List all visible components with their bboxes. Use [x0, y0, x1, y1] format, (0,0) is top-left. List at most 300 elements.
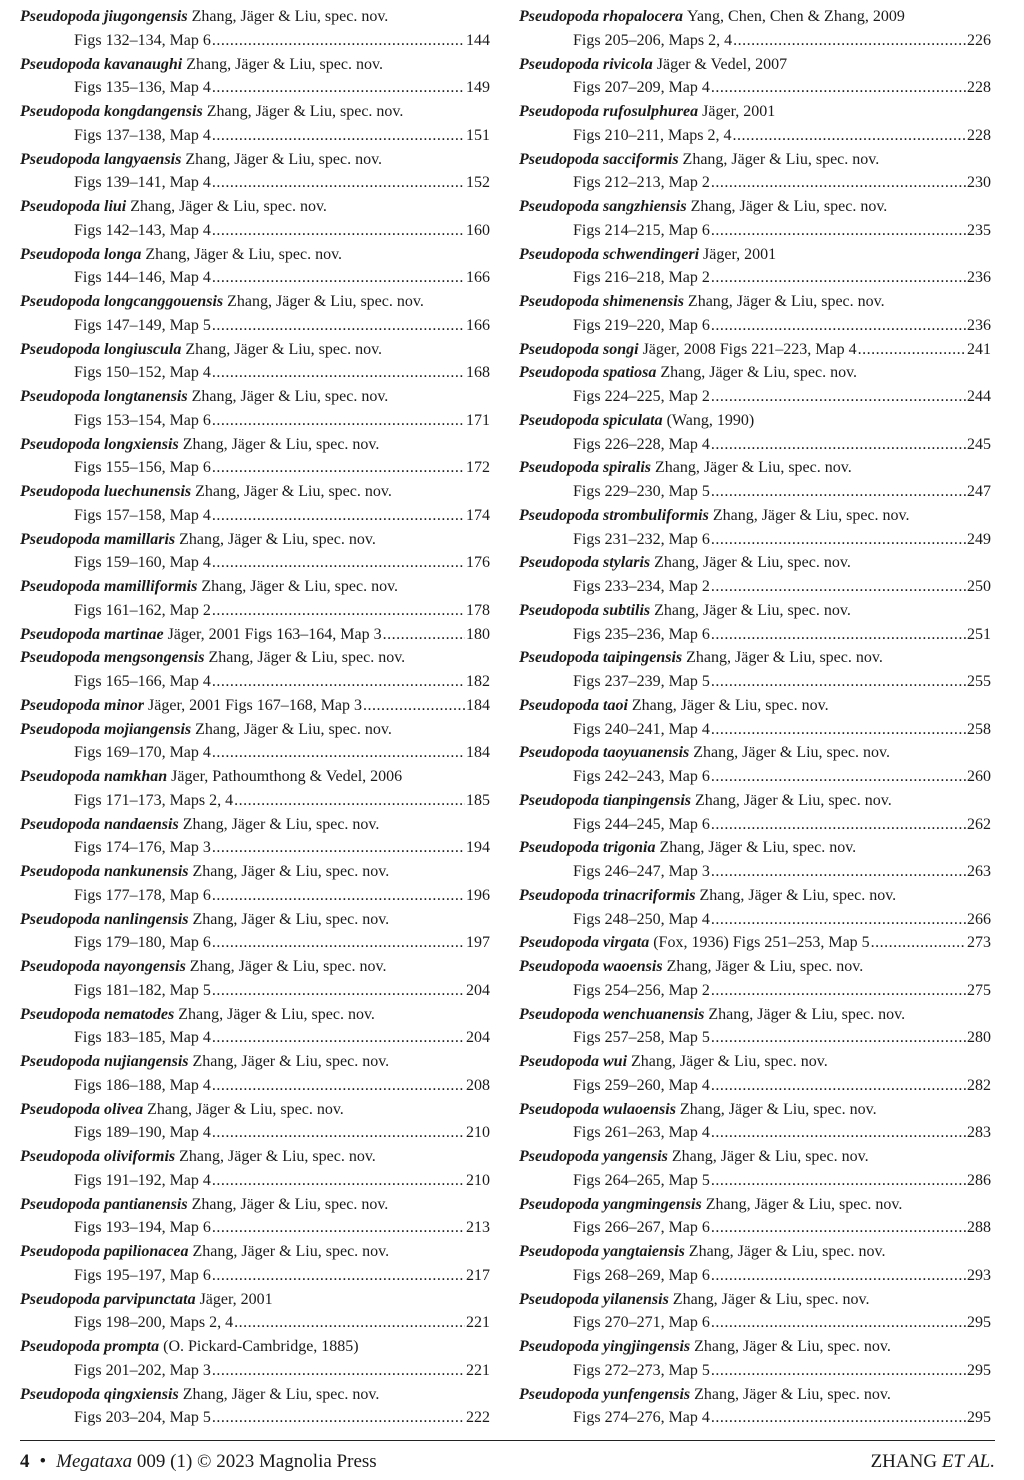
species-author: Zhang, Jäger & Liu, spec. nov.	[227, 293, 424, 310]
dot-leader	[212, 1026, 465, 1050]
species-author: Zhang, Jäger & Liu, spec. nov.	[688, 1243, 886, 1260]
species-name: Pseudopoda nankunensis	[20, 863, 189, 880]
dot-leader	[212, 551, 465, 575]
authors-etal: ET AL.	[941, 1451, 995, 1472]
page-ref: 247	[967, 483, 991, 500]
index-entry	[519, 5, 991, 53]
dot-leader	[212, 1074, 465, 1098]
entry-line-1	[519, 741, 991, 765]
species-name: Pseudopoda strombuliformis	[519, 506, 709, 524]
dot-leader	[212, 456, 465, 480]
species-author: Zhang, Jäger & Liu, spec. nov.	[631, 1053, 828, 1070]
figure-map-reference: Figs 226–228, Map 4	[573, 435, 710, 453]
entry-line-1	[20, 385, 490, 409]
dot-leader	[711, 908, 966, 932]
index-entry	[519, 504, 991, 552]
page-ref: 184	[466, 744, 490, 762]
entry-line-1	[519, 1240, 991, 1264]
figure-map-reference: Figs 169–170, Map 4	[74, 744, 211, 762]
species-author: (O. Pickard-Cambridge, 1885)	[163, 1338, 359, 1355]
species-name: Pseudopoda mamillaris	[20, 530, 176, 548]
index-entry	[20, 385, 490, 433]
page-ref: 236	[967, 269, 991, 287]
figure-map-reference: Figs 186–188, Map 4	[74, 1076, 211, 1094]
entry-line-1	[519, 1193, 991, 1217]
index-entry	[519, 789, 991, 837]
entry-line-1	[20, 1335, 490, 1359]
figure-map-reference: Figs 137–138, Map 4	[74, 126, 211, 144]
entry-line-2	[519, 385, 991, 409]
index-entry	[20, 528, 490, 576]
dot-leader	[212, 599, 465, 623]
figure-map-reference: Figs 203–204, Map 5	[74, 1409, 211, 1427]
species-name: Pseudopoda rivicola	[519, 55, 653, 73]
page-ref: 178	[466, 601, 490, 619]
entry-line-1	[20, 433, 490, 457]
entry-line-1	[519, 361, 991, 385]
entry-line-1	[519, 290, 991, 314]
species-author: Zhang, Jäger & Liu, spec. nov.	[687, 293, 885, 310]
dot-leader	[212, 219, 465, 243]
page-ref: 288	[967, 1219, 991, 1237]
page-ref: 166	[466, 269, 490, 287]
entry-line-2	[20, 171, 490, 195]
species-author: Zhang, Jäger & Liu, spec. nov.	[179, 1148, 376, 1165]
entry-line-2	[519, 219, 991, 243]
species-name: Pseudopoda mengsongensis	[20, 649, 205, 667]
species-author: Zhang, Jäger & Liu, spec. nov.	[708, 1005, 906, 1023]
page-ref: 213	[466, 1219, 490, 1237]
figure-map-reference: Figs 210–211, Maps 2, 4	[573, 126, 732, 144]
species-author: Jäger, 2001 Figs 167–168, Map 3	[148, 696, 363, 714]
entry-line-1	[519, 599, 991, 623]
entry-line-2	[20, 1026, 490, 1050]
species-author: Zhang, Jäger & Liu, spec. nov.	[655, 459, 852, 477]
dot-leader	[711, 1216, 966, 1240]
species-name: Pseudopoda virgata	[519, 934, 650, 952]
species-author: Zhang, Jäger & Liu, spec. nov.	[206, 103, 404, 120]
dot-leader	[711, 266, 966, 290]
species-name: Pseudopoda songi	[519, 340, 639, 358]
figure-map-reference: Figs 198–200, Maps 2, 4	[74, 1314, 234, 1332]
page-ref: 194	[466, 839, 490, 857]
index-entry	[20, 908, 490, 956]
dot-leader	[212, 124, 465, 148]
species-author: Zhang, Jäger & Liu, spec. nov.	[694, 1385, 891, 1403]
entry-line-1	[519, 409, 991, 433]
index-entry	[20, 1098, 490, 1146]
index-entry	[519, 884, 991, 932]
species-author: Zhang, Jäger & Liu, spec. nov.	[147, 1100, 344, 1118]
entry-line-2	[20, 1121, 490, 1145]
entry-line-2	[519, 1406, 991, 1430]
entry-line-1	[20, 53, 490, 77]
entry-line-1	[519, 243, 991, 267]
index-entry	[20, 1288, 490, 1336]
entry-line-1	[519, 504, 991, 528]
page-ref: 196	[466, 886, 490, 904]
index-entry	[519, 290, 991, 338]
entry-line-2	[20, 551, 490, 575]
dot-leader	[711, 718, 966, 742]
page-ref: 230	[967, 174, 991, 192]
page-ref: 283	[967, 1124, 991, 1142]
species-author: Zhang, Jäger & Liu, spec. nov.	[705, 1195, 903, 1213]
species-name: Pseudopoda taoyuanensis	[519, 744, 690, 762]
entry-line-2	[519, 76, 991, 100]
entry-line-1	[20, 528, 490, 552]
entry-line-1	[20, 5, 490, 29]
species-name: Pseudopoda nanlingensis	[20, 910, 189, 928]
entry-line-2	[519, 765, 991, 789]
dot-leader	[733, 124, 966, 148]
entry-line-2	[519, 860, 991, 884]
page-ref: 221	[466, 1314, 490, 1332]
species-author: Zhang, Jäger & Liu, spec. nov.	[195, 483, 392, 500]
dot-leader	[711, 1169, 966, 1193]
entry-line-1	[519, 694, 991, 718]
entry-line-1	[519, 955, 991, 979]
entry-line-2	[20, 29, 490, 53]
species-author: Zhang, Jäger & Liu, spec. nov.	[191, 1195, 389, 1213]
page-ref: 295	[967, 1409, 991, 1427]
entry-line-2	[519, 1169, 991, 1193]
figure-map-reference: Figs 201–202, Map 3	[74, 1361, 211, 1379]
species-name: Pseudopoda kavanaughi	[20, 55, 183, 73]
figure-map-reference: Figs 189–190, Map 4	[74, 1124, 211, 1142]
species-author: Jäger, 2008 Figs 221–223, Map 4	[642, 340, 857, 358]
dot-leader	[871, 931, 966, 955]
page-ref: 245	[967, 435, 991, 453]
species-author: Zhang, Jäger & Liu, spec. nov.	[145, 245, 343, 263]
dot-leader	[711, 979, 966, 1003]
page-ref: 149	[466, 79, 490, 97]
species-author: Zhang, Jäger & Liu, spec. nov.	[191, 8, 389, 25]
species-author: Zhang, Jäger & Liu, spec. nov.	[208, 649, 406, 667]
figure-map-reference: Figs 174–176, Map 3	[74, 839, 211, 857]
page-ref: 160	[466, 221, 490, 239]
entry-line-1	[519, 456, 991, 480]
entry-line-2	[20, 1264, 490, 1288]
entry-line-2	[519, 480, 991, 504]
entry-line-1	[20, 813, 490, 837]
species-author: Jäger, 2001 Figs 163–164, Map 3	[167, 625, 382, 643]
dot-leader	[212, 884, 465, 908]
entry-line-1	[20, 1145, 490, 1169]
entry-line-1	[20, 338, 490, 362]
entry-line-2	[519, 908, 991, 932]
index-entry	[519, 931, 991, 955]
species-author: Zhang, Jäger & Liu, spec. nov.	[659, 839, 857, 857]
dot-leader	[711, 528, 966, 552]
entry-line-1	[519, 1383, 991, 1407]
species-author: Zhang, Jäger & Liu, spec. nov.	[195, 720, 392, 738]
figure-map-reference: Figs 264–265, Map 5	[573, 1171, 710, 1189]
entry-line-2	[20, 504, 490, 528]
index-entry	[519, 195, 991, 243]
page-ref: 273	[967, 934, 991, 952]
index-entry	[20, 480, 490, 528]
page-ref: 293	[967, 1266, 991, 1284]
figure-map-reference: Figs 248–250, Map 4	[573, 910, 710, 928]
dot-leader	[711, 1264, 966, 1288]
species-author: Zhang, Jäger & Liu, spec. nov.	[182, 1385, 380, 1403]
entry-line-1	[519, 53, 991, 77]
species-name: Pseudopoda spatiosa	[519, 364, 657, 382]
dot-leader	[711, 76, 966, 100]
species-name: Pseudopoda langyaensis	[20, 150, 182, 168]
entry-line-2	[20, 1169, 490, 1193]
dot-leader	[212, 979, 465, 1003]
page-ref: 258	[967, 720, 991, 738]
entry-line-2	[519, 1216, 991, 1240]
species-author: Zhang, Jäger & Liu, spec. nov.	[182, 435, 380, 453]
index-entry	[519, 955, 991, 1003]
index-entry	[20, 433, 490, 481]
species-name: Pseudopoda rufosulphurea	[519, 103, 699, 120]
entry-line-1	[20, 1098, 490, 1122]
dot-leader	[711, 670, 966, 694]
index-entry	[20, 53, 490, 101]
page-ref: 210	[466, 1124, 490, 1142]
entry-line-2	[519, 575, 991, 599]
page-ref: 208	[466, 1076, 490, 1094]
figure-map-reference: Figs 257–258, Map 5	[573, 1029, 710, 1047]
dot-leader	[212, 361, 465, 385]
species-author: Jäger, 2001	[199, 1290, 273, 1308]
entry-line-1	[20, 575, 490, 599]
figure-map-reference: Figs 216–218, Map 2	[573, 269, 710, 287]
figure-map-reference: Figs 235–236, Map 6	[573, 625, 710, 643]
dot-leader	[711, 433, 966, 457]
species-name: Pseudopoda minor	[20, 696, 145, 714]
index-entry	[519, 741, 991, 789]
entry-line-1	[20, 1193, 490, 1217]
species-name: Pseudopoda wui	[519, 1053, 628, 1070]
species-author: (Fox, 1936) Figs 251–253, Map 5	[653, 934, 870, 952]
index-entry	[20, 646, 490, 694]
page-ref: 286	[967, 1171, 991, 1189]
page-ref: 168	[466, 364, 490, 382]
species-author: Zhang, Jäger & Liu, spec. nov.	[712, 506, 910, 524]
species-name: Pseudopoda sangzhiensis	[519, 198, 687, 215]
index-entry	[20, 1335, 490, 1383]
authors-surname: ZHANG	[870, 1451, 938, 1472]
index-entry	[519, 1193, 991, 1241]
figure-map-reference: Figs 139–141, Map 4	[74, 174, 211, 192]
index-entry	[519, 599, 991, 647]
entry-line-2	[519, 1264, 991, 1288]
species-name: Pseudopoda qingxiensis	[20, 1385, 179, 1403]
species-name: Pseudopoda olivea	[20, 1100, 144, 1118]
species-author: Zhang, Jäger & Liu, spec. nov.	[695, 791, 892, 809]
species-name: Pseudopoda subtilis	[519, 601, 651, 619]
species-name: Pseudopoda yangmingensis	[519, 1195, 702, 1213]
figure-map-reference: Figs 272–273, Map 5	[573, 1361, 710, 1379]
entry-line-1	[519, 836, 991, 860]
dot-leader	[234, 789, 465, 813]
entry-line-2	[20, 1074, 490, 1098]
dot-leader	[711, 623, 966, 647]
dot-leader	[212, 836, 465, 860]
dot-leader	[858, 338, 966, 362]
page-ref: 176	[466, 554, 490, 572]
figure-map-reference: Figs 229–230, Map 5	[573, 483, 710, 500]
species-name: Pseudopoda yangensis	[519, 1148, 668, 1165]
entry-line-2	[20, 266, 490, 290]
entry-line-1	[519, 646, 991, 670]
dot-leader	[212, 409, 465, 433]
index-entry	[20, 955, 490, 1003]
species-author: Zhang, Jäger & Liu, spec. nov.	[699, 886, 897, 904]
species-author: Jäger, 2001	[703, 245, 777, 263]
entry-line-2	[519, 1311, 991, 1335]
entry-line-2	[519, 813, 991, 837]
page-ref: 275	[967, 981, 991, 999]
entry-line-1	[20, 1288, 490, 1312]
entry-line-2	[519, 124, 991, 148]
page-ref: 236	[967, 316, 991, 334]
index-entry	[20, 1003, 490, 1051]
page-ref: 228	[967, 79, 991, 97]
entry-line-1	[20, 718, 490, 742]
index-entry	[20, 1145, 490, 1193]
dot-leader	[733, 29, 966, 53]
entry-line-1	[20, 694, 490, 718]
species-author: Zhang, Jäger & Liu, spec. nov.	[682, 150, 880, 168]
species-name: Pseudopoda shimenensis	[519, 293, 684, 310]
species-name: Pseudopoda spiculata	[519, 411, 663, 429]
figure-map-reference: Figs 147–149, Map 5	[74, 316, 211, 334]
entry-line-2	[519, 528, 991, 552]
species-name: Pseudopoda waoensis	[519, 958, 663, 975]
page-ref: 144	[466, 31, 490, 49]
dot-leader	[212, 1216, 465, 1240]
page-ref: 260	[967, 768, 991, 785]
species-name: Pseudopoda yingjingensis	[519, 1338, 691, 1355]
entry-line-1	[20, 860, 490, 884]
figure-map-reference: Figs 150–152, Map 4	[74, 364, 211, 382]
dot-leader	[212, 931, 465, 955]
dot-leader	[212, 1359, 465, 1383]
index-column-left	[20, 5, 490, 1430]
index-entry	[519, 646, 991, 694]
page-ref: 282	[967, 1076, 991, 1094]
page-ref: 172	[466, 459, 490, 477]
index-entry	[519, 338, 991, 362]
species-author: Zhang, Jäger & Liu, spec. nov.	[631, 696, 829, 714]
figure-map-reference: Figs 135–136, Map 4	[74, 79, 211, 97]
index-entry	[519, 1050, 991, 1098]
dot-leader	[711, 1026, 966, 1050]
entry-line-1	[20, 1003, 490, 1027]
dot-leader	[711, 813, 966, 837]
entry-line-2	[20, 884, 490, 908]
index-entry	[20, 148, 490, 196]
entry-line-1	[519, 100, 991, 124]
species-name: Pseudopoda schwendingeri	[519, 245, 700, 263]
index-entry	[519, 100, 991, 148]
figure-map-reference: Figs 214–215, Map 6	[573, 221, 710, 239]
figure-map-reference: Figs 142–143, Map 4	[74, 221, 211, 239]
species-name: Pseudopoda parvipunctata	[20, 1290, 196, 1308]
entry-line-1	[519, 1098, 991, 1122]
page-ref: 295	[967, 1314, 991, 1332]
page-ref: 251	[967, 625, 991, 643]
figure-map-reference: Figs 244–245, Map 6	[573, 815, 710, 833]
species-name: Pseudopoda mamilliformis	[20, 578, 198, 595]
species-author: Zhang, Jäger & Liu, spec. nov.	[182, 815, 380, 833]
species-author: Zhang, Jäger & Liu, spec. nov.	[654, 554, 851, 572]
figure-map-reference: Figs 242–243, Map 6	[573, 768, 710, 785]
species-author: Zhang, Jäger & Liu, spec. nov.	[186, 55, 383, 73]
dot-leader	[212, 1169, 465, 1193]
species-author: Zhang, Jäger & Liu, spec. nov.	[185, 340, 383, 358]
entry-line-2	[519, 1026, 991, 1050]
page-ref: 166	[466, 316, 490, 334]
index-entry	[20, 813, 490, 861]
entry-line-1	[20, 100, 490, 124]
index-entry	[20, 338, 490, 386]
index-entry	[519, 551, 991, 599]
entry-line-1	[519, 195, 991, 219]
entry-line-2	[20, 361, 490, 385]
dot-leader	[711, 1406, 966, 1430]
figure-map-reference: Figs 195–197, Map 6	[74, 1266, 211, 1284]
page-ref: 222	[466, 1409, 490, 1427]
entry-line-1	[519, 1003, 991, 1027]
index-entry	[519, 1003, 991, 1051]
species-name: Pseudopoda jiugongensis	[20, 8, 188, 25]
entry-line-2	[519, 314, 991, 338]
entry-line-1	[20, 623, 490, 647]
species-author: (Wang, 1990)	[666, 411, 755, 429]
species-name: Pseudopoda rhopalocera	[519, 8, 683, 25]
entry-line-2	[519, 1074, 991, 1098]
entry-line-1	[20, 908, 490, 932]
entry-line-2	[519, 266, 991, 290]
figure-map-reference: Figs 193–194, Map 6	[74, 1219, 211, 1237]
species-name: Pseudopoda longxiensis	[20, 435, 179, 453]
page-ref: 266	[967, 910, 991, 928]
species-author: Zhang, Jäger & Liu, spec. nov.	[192, 1243, 390, 1260]
entry-line-1	[519, 1288, 991, 1312]
entry-line-1	[20, 1240, 490, 1264]
species-name: Pseudopoda trinacriformis	[519, 886, 696, 904]
index-entry	[519, 361, 991, 409]
figure-map-reference: Figs 219–220, Map 6	[573, 316, 710, 334]
dot-leader	[711, 1074, 966, 1098]
species-name: Pseudopoda longa	[20, 245, 142, 263]
page-ref: 244	[967, 388, 991, 405]
dot-leader	[711, 219, 966, 243]
entry-line-1	[519, 1145, 991, 1169]
species-author: Zhang, Jäger & Liu, spec. nov.	[679, 1100, 877, 1118]
species-name: Pseudopoda prompta	[20, 1338, 160, 1355]
figure-map-reference: Figs 179–180, Map 6	[74, 934, 211, 952]
dot-leader	[212, 171, 465, 195]
entry-line-2	[20, 409, 490, 433]
dot-leader	[212, 1121, 465, 1145]
entry-line-1	[20, 290, 490, 314]
dot-leader	[383, 623, 465, 647]
species-name: Pseudopoda wulaoensis	[519, 1100, 676, 1118]
entry-line-2	[519, 1121, 991, 1145]
index-entry	[519, 1145, 991, 1193]
species-author: Zhang, Jäger & Liu, spec. nov.	[192, 910, 390, 928]
page-ref: 250	[967, 578, 991, 595]
dot-leader	[711, 765, 966, 789]
